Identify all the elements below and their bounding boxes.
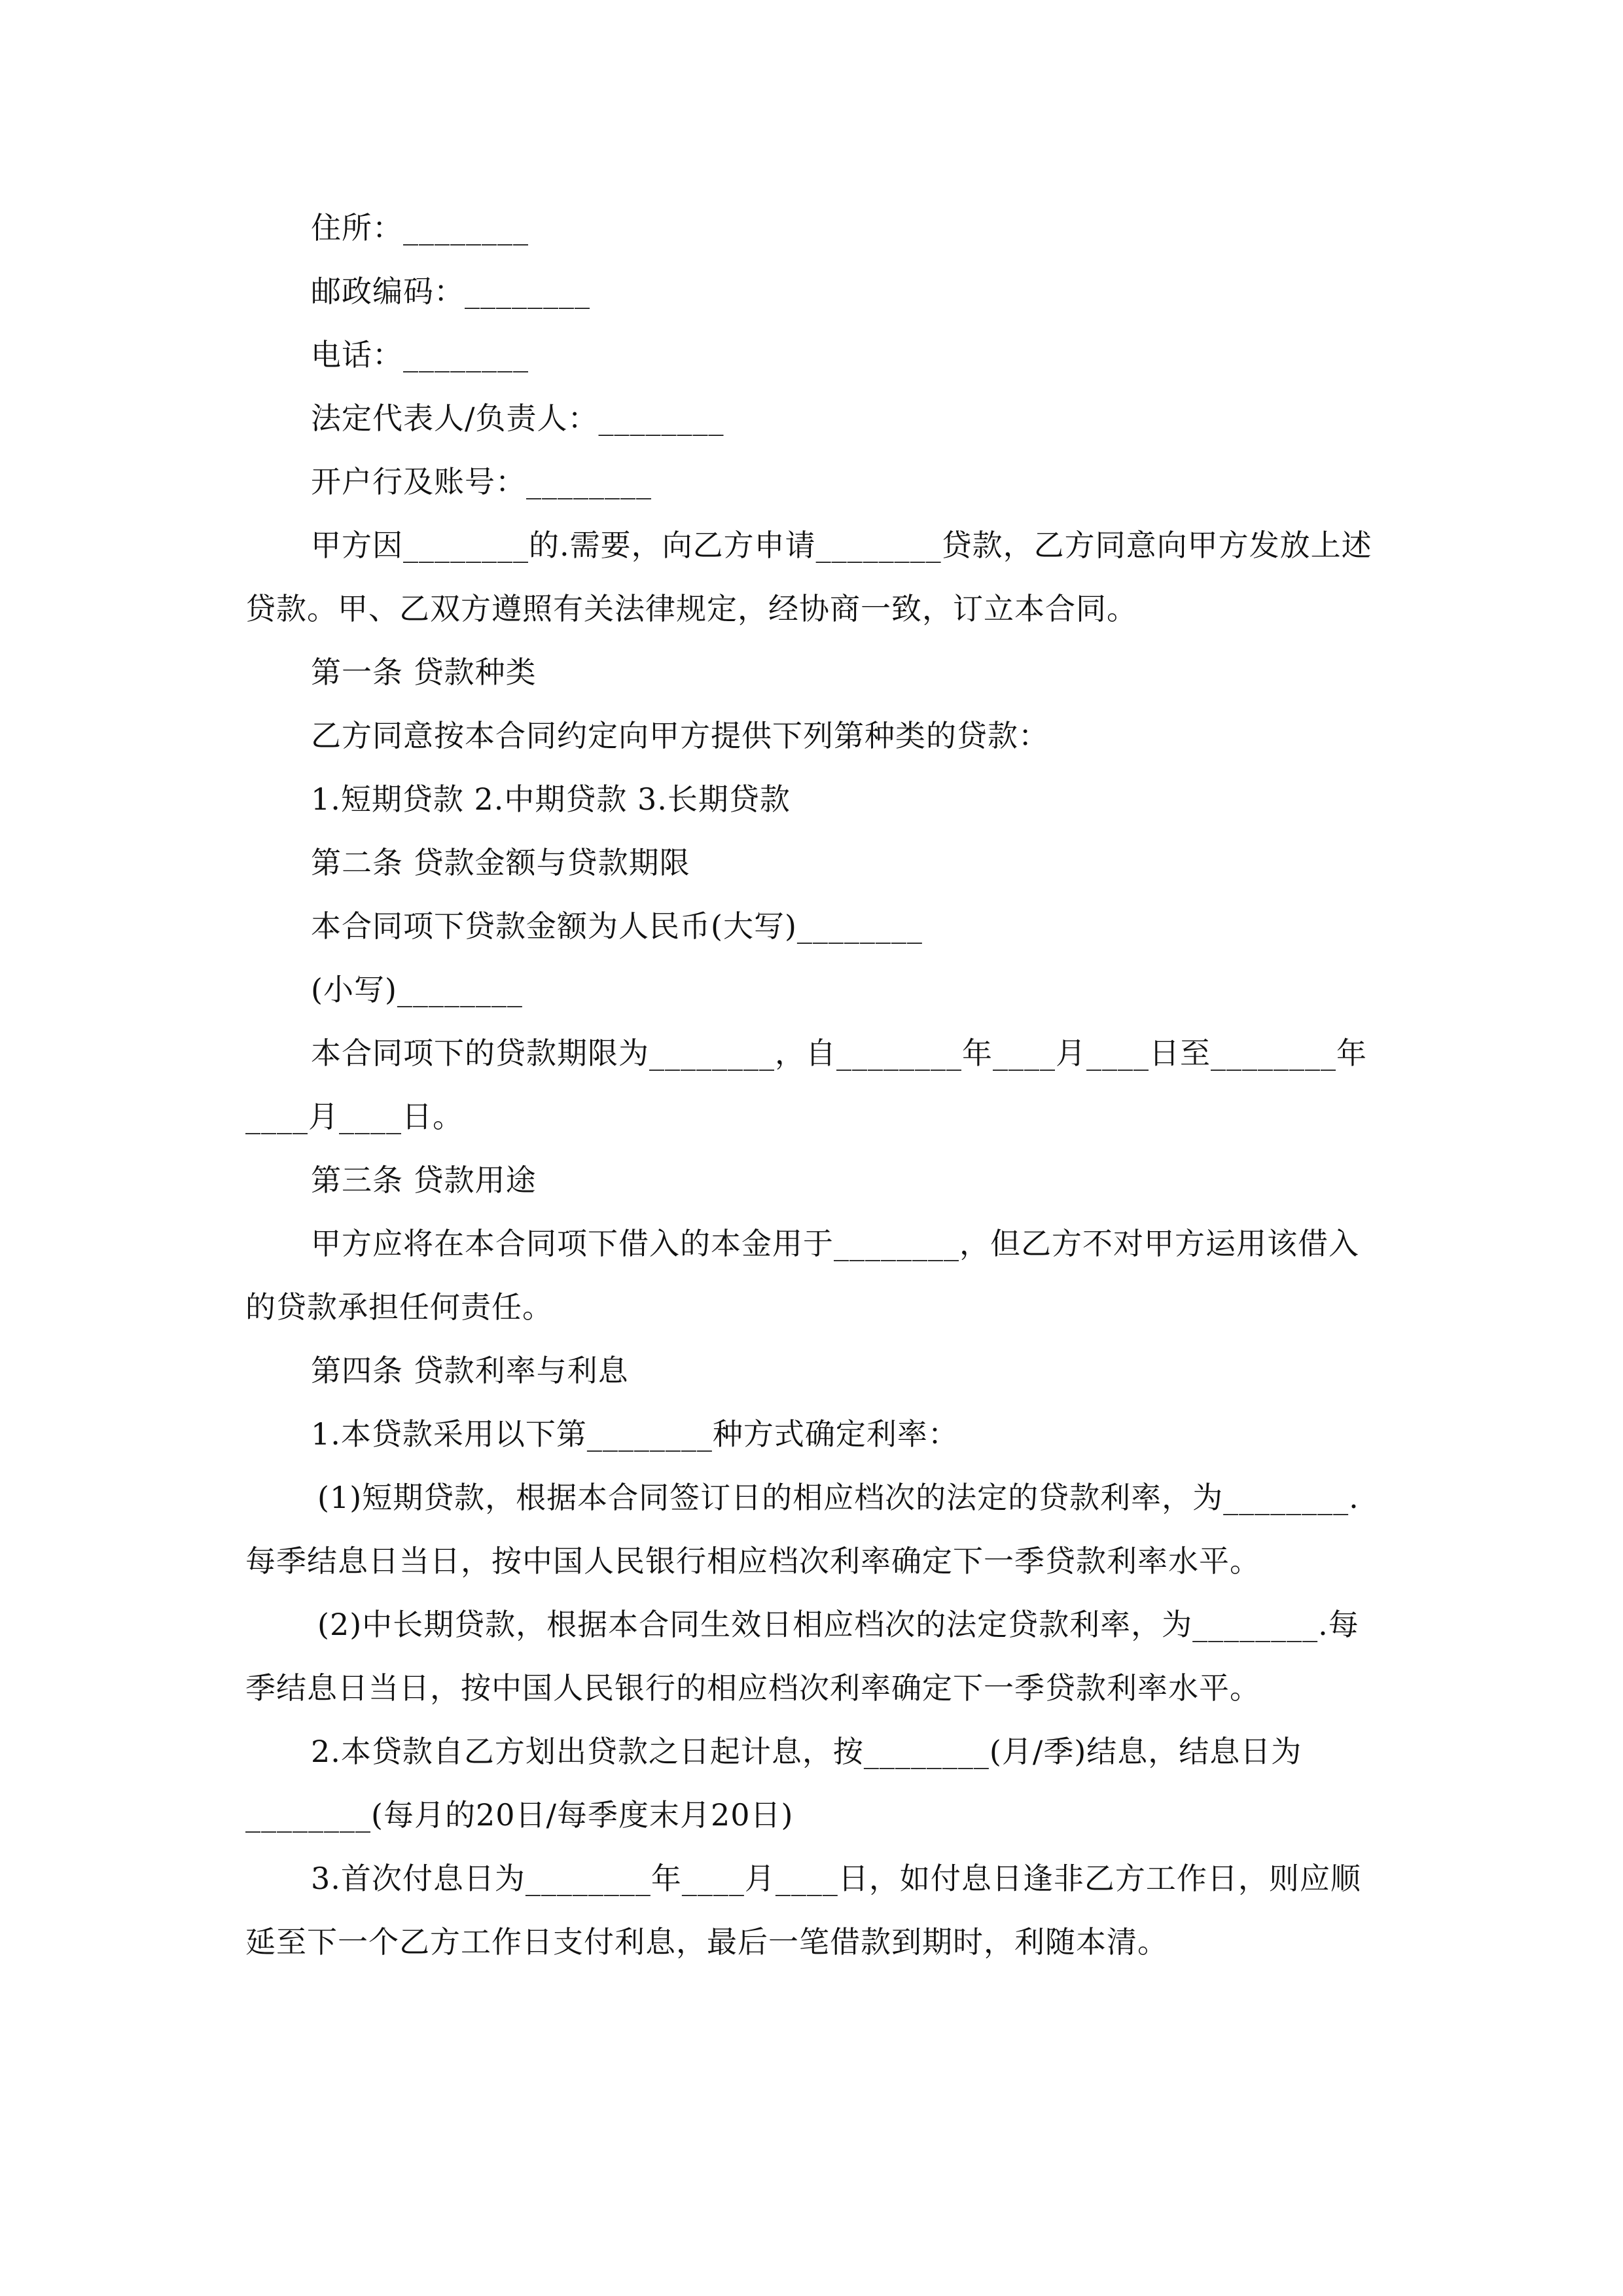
article2-term: 本合同项下的贷款期限为________，自________年____月____日至________年____月____日。 (245, 1035, 1367, 1134)
article3-title: 第三条 贷款用途 (311, 1162, 537, 1198)
article1-body: 乙方同意按本合同约定向甲方提供下列第种类的贷款： (311, 718, 1049, 753)
article1-title: 第一条 贷款种类 (311, 655, 537, 690)
phone-line: 电话：________ (311, 337, 529, 372)
address-line: 住所：________ (311, 210, 529, 245)
article4-item1: 1.本贷款采用以下第________种方式确定利率： (311, 1416, 959, 1452)
intro-paragraph: 甲方因________的.需要，向乙方申请________贷款，乙方同意向甲方发放上述贷款。甲、乙双方遵照有关法律规定，经协商一致，订立本合同。 (245, 528, 1372, 626)
article4-item1-a: (1)短期贷款，根据本合同签订日的相应档次的法定的贷款利率，为________.每季结息日当日，按中国人民银行相应档次利率确定下一季贷款利率水平。 (245, 1480, 1359, 1579)
article2-amount-upper: 本合同项下贷款金额为人民币(大写)________ (311, 908, 923, 944)
legal-rep-line: 法定代表人/负责人：________ (311, 401, 724, 436)
article1-options: 1.短期贷款 2.中期贷款 3.长期贷款 (311, 781, 791, 817)
article4-item3: 3.首次付息日为________年____月____日，如付息日逢非乙方工作日，则应顺延至下一个乙方工作日支付利息，最后一笔借款到期时，利随本清。 (245, 1861, 1361, 1960)
postal-code-line: 邮政编码：________ (311, 274, 590, 309)
article4-item1-b: (2)中长期贷款，根据本合同生效日相应档次的法定贷款利率，为________.每季结息日当日，按中国人民银行的相应档次利率确定下一季贷款利率水平。 (245, 1607, 1359, 1706)
document-body (245, 196, 1381, 1974)
article3-body: 甲方应将在本合同项下借入的本金用于________，但乙方不对甲方运用该借入的贷款承担任何责任。 (245, 1226, 1359, 1325)
article2-title: 第二条 贷款金额与贷款期限 (311, 845, 690, 880)
article4-title: 第四条 贷款利率与利息 (311, 1353, 629, 1388)
bank-account-line: 开户行及账号：________ (311, 464, 652, 499)
article4-item2: 2.本贷款自乙方划出贷款之日起计息，按________(月/季)结息，结息日为________(每月的20日/每季度末月20日) (245, 1734, 1302, 1833)
article2-amount-lower: (小写)________ (311, 972, 523, 1007)
